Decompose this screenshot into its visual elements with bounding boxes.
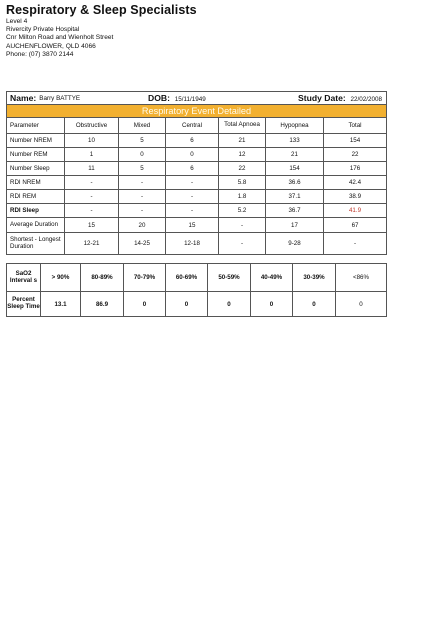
sao2-value: 13.1 [41, 292, 81, 317]
address-line: AUCHENFLOWER, QLD 4066 [6, 42, 96, 50]
table-cell: 12-18 [166, 233, 219, 255]
table-cell: - [119, 176, 166, 190]
sao2-interval: 50-59% [208, 264, 251, 292]
table-row [7, 204, 387, 218]
table-row [7, 218, 387, 233]
table-cell: 38.9 [324, 190, 387, 204]
row-label: Number Sleep [7, 162, 65, 176]
row-label: RDI REM [7, 190, 65, 204]
patient-name: Barry BATTYE [39, 94, 81, 102]
table-cell: 22 [219, 162, 266, 176]
table-cell: 10 [65, 134, 119, 148]
table-cell: - [324, 233, 387, 255]
table-cell: 22 [324, 148, 387, 162]
table-cell: 6 [166, 134, 219, 148]
column-header: Hypopnea [266, 118, 324, 134]
table-cell: 176 [324, 162, 387, 176]
section-title: Respiratory Event Detailed [7, 105, 387, 118]
sao2-value: 0 [336, 292, 387, 317]
phone-line: Phone: (07) 3870 2144 [6, 50, 74, 58]
table-row [7, 162, 387, 176]
table-cell: 12 [219, 148, 266, 162]
table-cell: 1.8 [219, 190, 266, 204]
sao2-interval: <86% [336, 264, 387, 292]
table-cell: 42.4 [324, 176, 387, 190]
patient-info-row [7, 92, 387, 105]
table-cell: 9-28 [266, 233, 324, 255]
table-row [7, 190, 387, 204]
sao2-interval: 60-69% [166, 264, 208, 292]
sao2-interval: > 90% [41, 264, 81, 292]
highlight-total-cell: 41.9 [324, 204, 387, 218]
sao2-value: 86.9 [81, 292, 124, 317]
table-row [7, 176, 387, 190]
table-row [7, 148, 387, 162]
table-cell: 12-21 [65, 233, 119, 255]
table-cell: 5 [119, 162, 166, 176]
table-cell: 36.6 [266, 176, 324, 190]
sao2-value: 0 [251, 292, 293, 317]
sao2-interval: 80-89% [81, 264, 124, 292]
table-cell: 5 [119, 134, 166, 148]
table-cell: 11 [65, 162, 119, 176]
address-line: Level 4 [6, 18, 28, 25]
row-label: Number NREM [7, 134, 65, 148]
sao2-interval: 70-79% [124, 264, 166, 292]
sao2-percent-row [7, 292, 387, 317]
sao2-row-label: Percent Sleep Time [7, 292, 41, 317]
table-cell: 15 [166, 218, 219, 233]
section-banner [7, 105, 387, 118]
table-row [7, 233, 387, 255]
table-cell: - [219, 218, 266, 233]
respiratory-event-table [6, 91, 387, 255]
sao2-value: 0 [293, 292, 336, 317]
column-header: Parameter [7, 118, 65, 134]
column-header: Obstructive [65, 118, 119, 134]
table-cell: 0 [166, 148, 219, 162]
table-cell: - [166, 176, 219, 190]
table-cell: - [119, 204, 166, 218]
sao2-value: 0 [166, 292, 208, 317]
address-line: Rivercity Private Hospital [6, 26, 80, 34]
row-label: Number REM [7, 148, 65, 162]
sao2-row-label: SaO2 Interval s [7, 264, 41, 292]
name-label: Name: [10, 93, 37, 103]
sao2-table [6, 263, 387, 317]
table-cell: 17 [266, 218, 324, 233]
column-header: Mixed [119, 118, 166, 134]
study-date-label: Study Date: [298, 93, 346, 103]
table-cell: 133 [266, 134, 324, 148]
table-cell: 36.7 [266, 204, 324, 218]
table-cell: - [166, 204, 219, 218]
org-name: Respiratory & Sleep Specialists [6, 3, 197, 17]
table-cell: 67 [324, 218, 387, 233]
table-cell: 20 [119, 218, 166, 233]
table-cell: 154 [266, 162, 324, 176]
table-cell: 21 [219, 134, 266, 148]
column-header: Total Apnoea [219, 118, 266, 134]
table-cell: 5.2 [219, 204, 266, 218]
table-cell: - [219, 233, 266, 255]
address-line: Cnr Milton Road and Wienholt Street [6, 34, 114, 42]
table-cell: 6 [166, 162, 219, 176]
table-cell: 21 [266, 148, 324, 162]
table-cell: - [65, 176, 119, 190]
study-date-value: 22/02/2008 [350, 96, 383, 103]
row-label: RDI Sleep [7, 204, 65, 218]
table-cell: - [166, 190, 219, 204]
table-row [7, 134, 387, 148]
sao2-interval-row [7, 264, 387, 292]
table-cell: 14-25 [119, 233, 166, 255]
row-label: Average Duration [7, 218, 65, 233]
table-cell: 15 [65, 218, 119, 233]
table-cell: 0 [119, 148, 166, 162]
table-cell: - [119, 190, 166, 204]
table-cell: - [65, 204, 119, 218]
sao2-interval: 40-49% [251, 264, 293, 292]
sao2-value: 0 [208, 292, 251, 317]
table-cell: 37.1 [266, 190, 324, 204]
column-header: Total [324, 118, 387, 134]
column-header: Central [166, 118, 219, 134]
table-header-row [7, 118, 387, 134]
table-cell: 5.8 [219, 176, 266, 190]
dob-value: 15/11/1949 [174, 96, 206, 103]
table-cell: 154 [324, 134, 387, 148]
letterhead [6, 3, 426, 59]
table-cell: - [65, 190, 119, 204]
row-label: Shortest - Longest Duration [7, 233, 65, 255]
table-cell: 1 [65, 148, 119, 162]
row-label: RDI NREM [7, 176, 65, 190]
sao2-interval: 30-39% [293, 264, 336, 292]
dob-label: DOB: [148, 93, 170, 103]
sao2-value: 0 [124, 292, 166, 317]
